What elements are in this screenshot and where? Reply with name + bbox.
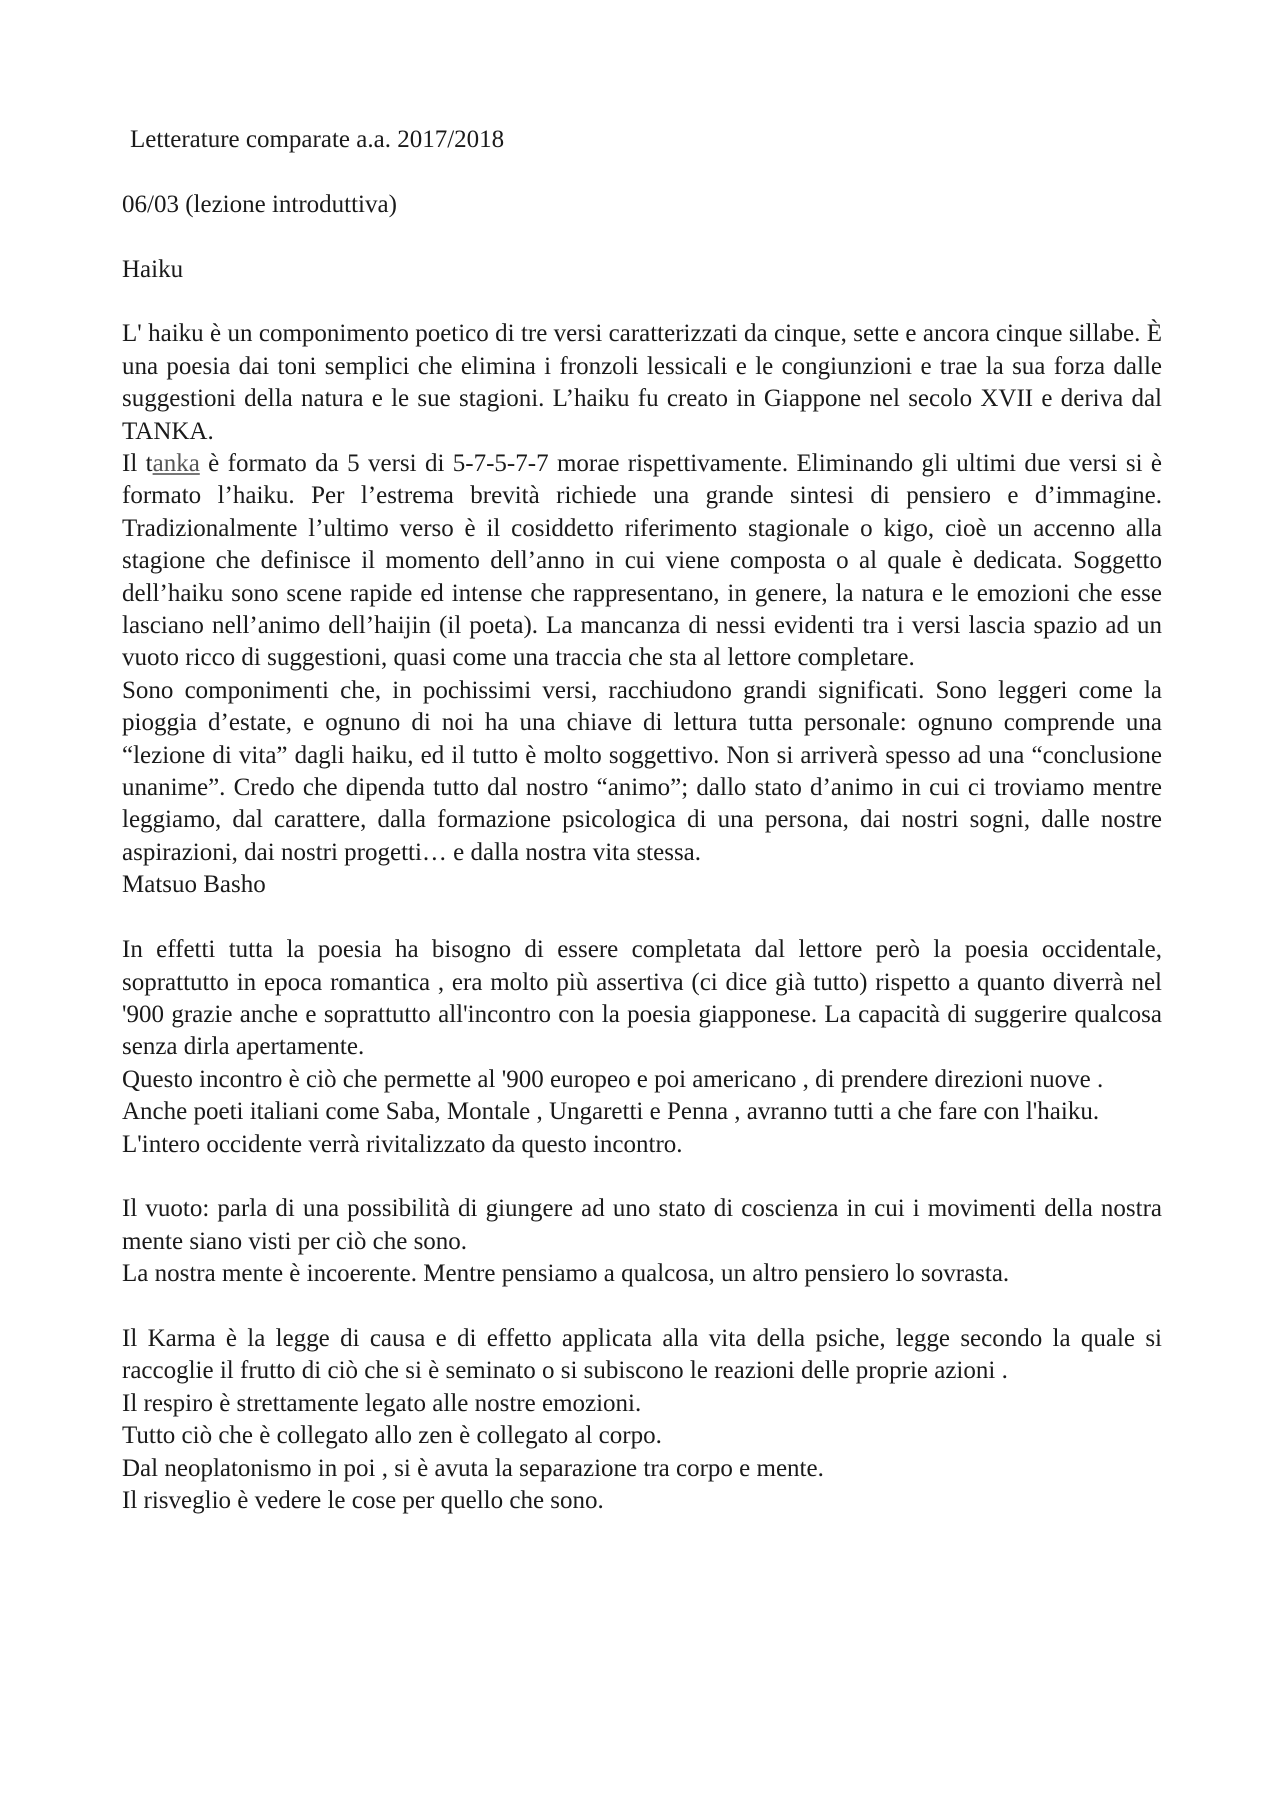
tanka-link[interactable]: anka xyxy=(152,450,200,478)
paragraph-italian-poets: Anche poeti italiani come Saba, Montale , Ungaretti e Penna , avranno tutti a che fare con l'haiku. xyxy=(122,1098,1100,1126)
paragraph-encounter: Questo incontro è ciò che permette al '900 europeo e poi americano , di prendere direzioni nuove . xyxy=(122,1065,1104,1093)
paragraph-meaning: Sono componimenti che, in pochissimi versi, racchiudono grandi significati. Sono leggeri come la pioggia d’estate, e ognuno di noi ha una chiave di lettura tutta personale: ognuno comprende una “lezione di vita” dagli haiku, ed il tutto è molto soggettivo. Non si arriverà spesso ad una “conclusione unanime”. Credo che dipenda tutto dal nostro “animo”; dallo stato d’animo in cui ci troviamo mentre leggiamo, dal carattere, dalla formazione psicologica di una persona, dai nostri sogni, dalle nostre aspirazioni, dai nostri progetti… e dalla nostra vita stessa. xyxy=(122,676,1162,866)
paragraph-void: Il vuoto: parla di una possibilità di giungere ad uno stato di coscienza in cui i movimenti della nostra mente siano visti per ciò che sono. xyxy=(122,1195,1162,1255)
paragraph-tanka-rest: è formato da 5 versi di 5-7-5-7-7 morae rispettivamente. Eliminando gli ultimi due versi si è formato l’haiku. Per l’estrema brevità richiede una grande sintesi di pensiero e d’immagine. Tradizionalmente l’ultimo verso è il cosiddetto riferimento stagionale o kigo, cioè un accenno alla stagione che definisce il momento dell’anno in cui viene composta o al quale è dedicata. Soggetto dell’haiku sono scene rapide ed intense che rappresentano, in genere, la natura e le emozioni che esse lasciano nell’animo dell’haijin (il poeta). La mancanza di nessi evidenti tra i versi lascia spazio ad un vuoto ricco di suggestioni, quasi come una traccia che sta al lettore completare. xyxy=(122,450,1162,672)
lesson-date: 06/03 (lezione introduttiva) xyxy=(122,190,397,218)
section-heading: Haiku xyxy=(122,255,184,283)
spacer xyxy=(122,221,1162,253)
spacer xyxy=(122,156,1162,188)
paragraph-haiku-definition: L' haiku è un componimento poetico di tre versi caratterizzati da cinque, sette e ancora cinque sillabe. È una poesia dai toni semplici che elimina i fronzoli lessicali e le congiunzioni e trae la sua forza dalle suggestioni della natura e le sue stagioni. L’haiku fu creato in Giappone nel secolo XVII e deriva dal TANKA. xyxy=(122,320,1162,445)
paragraph-mind: La nostra mente è incoerente. Mentre pensiamo a qualcosa, un altro pensiero lo sovrasta. xyxy=(122,1260,1010,1288)
spacer xyxy=(122,1161,1162,1193)
paragraph-zen: Tutto ciò che è collegato allo zen è collegato al corpo. xyxy=(122,1422,662,1450)
paragraph-revitalized: L'intero occidente verrà rivitalizzato da questo incontro. xyxy=(122,1130,683,1158)
spacer xyxy=(122,286,1162,318)
paragraph-neoplatonism: Dal neoplatonismo in poi , si è avuta la separazione tra corpo e mente. xyxy=(122,1454,824,1482)
paragraph-breath: Il respiro è strettamente legato alle nostre emozioni. xyxy=(122,1389,642,1417)
paragraph-tanka-start: Il t xyxy=(122,450,153,478)
paragraph-karma: Il Karma è la legge di causa e di effetto applicata alla vita della psiche, legge secondo la quale si raccoglie il frutto di ciò che si è seminato o si subiscono le reazioni delle proprie azioni . xyxy=(122,1324,1162,1385)
author-name: Matsuo Basho xyxy=(122,871,266,899)
document-title: Letterature comparate a.a. 2017/2018 xyxy=(130,126,505,153)
paragraph-tanka xyxy=(122,448,1162,675)
document-body xyxy=(122,124,1162,1517)
spacer xyxy=(122,902,1162,934)
paragraph-western-poetry: In effetti tutta la poesia ha bisogno di essere completata dal lettore però la poesia occidentale, soprattutto in epoca romantica , era molto più assertiva (ci dice già tutto) rispetto a quanto diverrà nel '900 grazie anche e soprattutto all'incontro con la poesia giapponese. La capacità di suggerire qualcosa senza dirla apertamente. xyxy=(122,936,1162,1061)
paragraph-awakening: Il risveglio è vedere le cose per quello che sono. xyxy=(122,1486,604,1514)
spacer xyxy=(122,1291,1162,1323)
